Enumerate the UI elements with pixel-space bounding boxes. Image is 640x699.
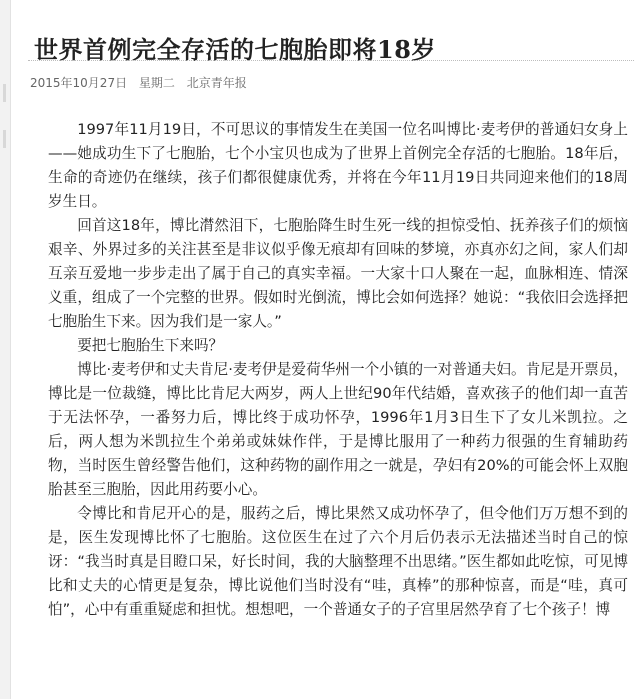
news-source: 北京青年报	[186, 76, 247, 90]
article-paragraph: 1997年11月19日，不可思议的事情发生在美国一位名叫博比·麦考伊的普通妇女身上——她成功生下了七胞胎，七个小宝贝也成为了世界上首例完全存活的七胞胎。18年后，生命的奇迹仍在继续，孩子们都很健康优秀，并将在今年11月19日共同迎来他们的18周岁生日。	[48, 121, 628, 210]
scroll-notch	[3, 130, 6, 148]
title-divider	[28, 60, 634, 61]
publish-weekday: 星期二	[138, 76, 175, 90]
section-heading: 要把七胞胎生下来吗？	[77, 337, 224, 354]
article-paragraph: 令博比和肯尼开心的是，服药之后，博比果然又成功怀孕了，但令他们万万想不到的是，医生发现博比怀了七胞胎。这位医生在过了六个月后仍表示无法描述当时自己的惊讶：“我当时真是目瞪口呆，好长时间，我的大脑整理不出思绪。”医生都如此吃惊，可见博比和丈夫的心情更是复杂，博比说他们当时没有“哇，真棒”的那种惊喜，而是“哇，真可怕”，心中有重重疑虑和担忧。想想吧，一个普通女子的子宫里居然孕育了七个孩子！博	[48, 505, 628, 618]
left-scroll-strip	[0, 0, 11, 699]
publish-date: 2015年10月27日	[30, 76, 128, 90]
article-meta	[30, 74, 255, 91]
article-body	[48, 118, 628, 622]
article-paragraph: 回首这18年，博比潸然泪下，七胞胎降生时生死一线的担惊受怕、抚养孩子们的烦恼艰辛、外界过多的关注甚至是非议似乎像无痕却有回味的梦境，亦真亦幻之间，家人们却互亲互爱地一步步走出了属于自己的真实幸福。一大家十口人聚在一起，血脉相连、情深义重，组成了一个完整的世界。假如时光倒流，博比会如何选择？她说：“我依旧会选择把七胞胎生下来。因为我们是一家人。”	[48, 217, 628, 330]
article-paragraph: 博比·麦考伊和丈夫肯尼·麦考伊是爱荷华州一个小镇的一对普通夫妇。肯尼是开票员，博比是一位裁缝，博比比肯尼大两岁，两人上世纪90年代结婚，喜欢孩子的他们却一直苦于无法怀孕，一番努力后，博比终于成功怀孕，1996年1月3日生下了女儿米凯拉。之后，两人想为米凯拉生个弟弟或妹妹作伴，于是博比服用了一种药力很强的生育辅助药物，当时医生曾经警告他们，这种药物的副作用之一就是，孕妇有20%的可能会怀上双胞胎甚至三胞胎，因此用药要小心。	[48, 361, 628, 498]
article-title: 世界首例完全存活的七胞胎即将18岁	[34, 35, 436, 65]
scroll-notch	[3, 84, 6, 102]
